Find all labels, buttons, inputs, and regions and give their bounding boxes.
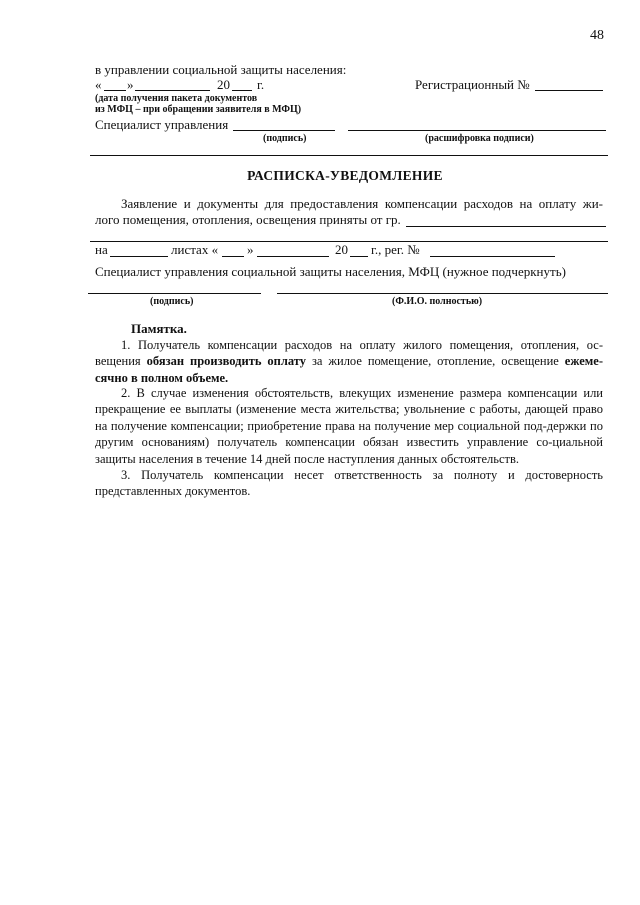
receipt-reg-label: г., рег. № [371,242,420,257]
receipt-year-blank[interactable] [350,256,368,257]
page-number: 48 [590,28,604,43]
date-open-quote: « [95,77,102,92]
signature-caption: (подпись) [263,133,307,144]
specialist-decode-blank[interactable] [348,130,606,131]
receipt-close-quote: » [247,242,254,257]
citizen-name-continuation-line[interactable] [90,241,608,242]
date-year-suffix: г. [257,77,265,92]
registration-number-blank[interactable] [535,90,603,91]
separator-line [90,155,608,156]
date-note-line2: из МФЦ – при обращении заявителя в МФЦ) [95,104,302,115]
memo-item-1-bold-monthly: ежеме- [564,354,603,369]
date-month-blank[interactable] [135,90,210,91]
date-close-quote: » [127,77,134,92]
receipt-line2: лого помещения, отопления, освещения приняты от гр. [95,212,401,227]
date-year-prefix: 20 [217,77,230,92]
sheets-label: листах « [171,242,219,257]
document-title: РАСПИСКА-УВЕДОМЛЕНИЕ [247,168,443,183]
na-label: на [95,242,108,257]
memo-item-2: 2. В случае изменения обстоятельств, влекущих изменение размера компенсации или прекращение ее выплаты (изменение места жительства; увольнение с работы, дающей право на получение компенсации; приобретение права на получение мер социальной под-держки по другим основаниям) получатель компенсации обязан известить управление со-циальной защиты населения в течение 14 дней после наступления данных обстоятельств. [95,386,603,466]
citizen-name-blank[interactable] [406,226,606,227]
registration-label: Регистрационный № [415,77,530,92]
header-line-department: в управлении социальной защиты населения: [95,62,347,77]
receipt-line1: Заявление и документы для предоставления компенсации расходов на оплату жи- [121,196,603,211]
receipt-signature-blank[interactable] [88,293,261,294]
receipt-fio-blank[interactable] [277,293,608,294]
specialist-signature-blank[interactable] [233,130,335,131]
memo-item-1-bold-full: сячно в полном объеме. [95,370,229,385]
date-note-line1: (дата получения пакета документов [95,93,258,104]
memo-item-3: 3. Получатель компенсации несет ответственность за полноту и достоверность представленных документов. [95,468,603,499]
memo-heading: Памятка. [131,321,187,336]
receipt-fio-caption: (Ф.И.О. полностью) [392,296,483,307]
memo-item-1-bold-obligation: обязан производить оплату [146,354,307,369]
memo-item-1-text-b: вещения [95,354,147,369]
memo-item-1-line1: 1. Получатель компенсации расходов на оплату жилого помещения, отопления, ос- [121,338,603,352]
receipt-day-blank[interactable] [222,256,244,257]
receipt-year-prefix: 20 [335,242,348,257]
memo-item-1 [95,337,603,386]
decode-caption: (расшифровка подписи) [425,133,534,144]
receipt-reg-number-blank[interactable] [430,256,555,257]
sheets-count-blank[interactable] [110,256,168,257]
receipt-signature-caption: (подпись) [150,296,194,307]
receipt-month-blank[interactable] [257,256,329,257]
date-year-blank[interactable] [232,90,252,91]
date-day-blank[interactable] [104,90,126,91]
specialist-label: Специалист управления [95,117,229,132]
receipt-specialist-line: Специалист управления социальной защиты населения, МФЦ (нужное подчеркнуть) [95,264,566,279]
memo-item-1-text-c: за жилое помещение, отопление, освещение [306,354,565,369]
